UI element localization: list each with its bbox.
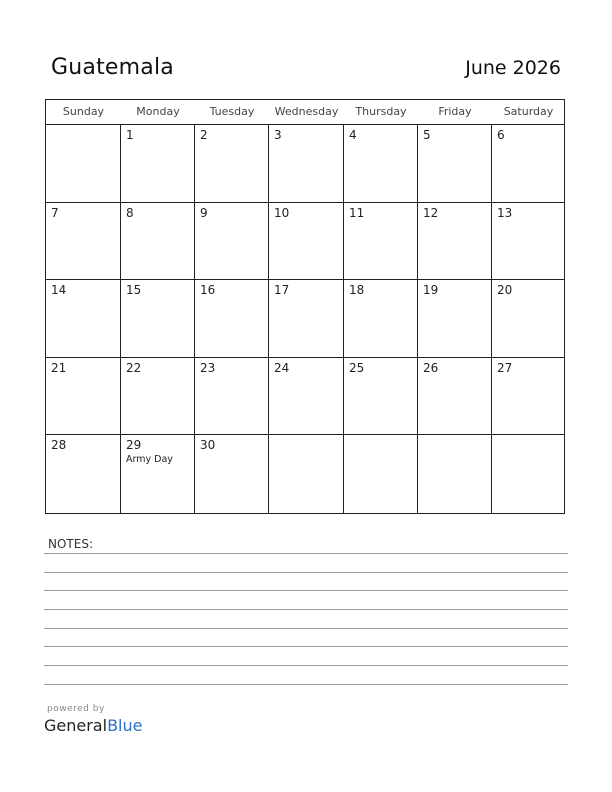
day-cell (492, 435, 565, 513)
day-number: 15 (126, 283, 142, 297)
generalblue-logo[interactable] (44, 716, 142, 735)
day-number: 3 (274, 128, 282, 142)
day-number: 30 (200, 438, 216, 452)
day-cell (344, 203, 418, 280)
day-cell (492, 125, 565, 202)
day-cell (269, 358, 344, 435)
note-line (44, 684, 568, 685)
day-number: 7 (51, 205, 59, 220)
note-line (44, 572, 568, 573)
day-cell (46, 125, 121, 202)
day-number: 4 (349, 128, 357, 142)
day-number: 29 (126, 438, 142, 452)
brand-blue: Blue (107, 716, 143, 735)
day-number: 22 (126, 360, 142, 375)
day-number: 2 (200, 128, 208, 142)
brand-general: General (44, 716, 108, 735)
day-cell (121, 125, 195, 202)
day-number: 1 (126, 128, 134, 142)
day-cell (121, 203, 195, 280)
day-number: 11 (349, 205, 365, 220)
note-line (44, 553, 568, 554)
weekday-wednesday: Wednesday (274, 105, 339, 118)
week-row (46, 358, 564, 436)
weekday-friday: Friday (438, 105, 472, 118)
day-number: 19 (423, 283, 439, 297)
day-number: 6 (497, 128, 505, 142)
day-cell (195, 280, 269, 357)
day-cell (269, 203, 344, 280)
weekday-tuesday: Tuesday (209, 105, 255, 118)
day-number: 23 (200, 360, 216, 375)
day-cell (195, 358, 269, 435)
day-cell (269, 435, 344, 513)
day-number: 18 (349, 283, 365, 297)
day-number: 5 (423, 128, 431, 142)
powered-by-text: powered by (47, 704, 105, 714)
holiday-label: Army Day (126, 454, 173, 465)
day-cell (418, 125, 492, 202)
day-cell (269, 280, 344, 357)
day-cell (492, 203, 565, 280)
day-cell (344, 435, 418, 513)
week-row (46, 203, 564, 281)
day-cell (46, 358, 121, 435)
weekday-monday: Monday (136, 105, 180, 118)
weeks-container (46, 125, 564, 513)
day-cell (344, 125, 418, 202)
day-cell (269, 125, 344, 202)
calendar-country-title: Guatemala (51, 55, 174, 80)
week-row (46, 280, 564, 358)
note-line (44, 665, 568, 666)
note-line (44, 609, 568, 610)
day-cell (195, 435, 269, 513)
weekday-saturday: Saturday (503, 105, 554, 118)
day-cell (195, 125, 269, 202)
note-line (44, 646, 568, 647)
day-cell (418, 358, 492, 435)
day-number: 28 (51, 438, 67, 452)
day-number: 17 (274, 283, 290, 297)
day-cell (121, 435, 195, 513)
day-cell (121, 280, 195, 357)
day-cell (46, 203, 121, 280)
day-cell (344, 280, 418, 357)
notes-label: NOTES: (48, 537, 93, 551)
day-cell (121, 358, 195, 435)
weekday-thursday: Thursday (355, 105, 407, 118)
day-cell (418, 435, 492, 513)
day-cell (492, 280, 565, 357)
note-line (44, 628, 568, 629)
calendar-grid (45, 99, 565, 514)
day-number: 14 (51, 283, 67, 297)
week-row (46, 125, 564, 203)
note-line (44, 590, 568, 591)
weekday-sunday: Sunday (62, 105, 105, 118)
day-cell (195, 203, 269, 280)
day-number: 27 (497, 360, 513, 375)
day-number: 26 (423, 360, 439, 375)
day-number: 24 (274, 360, 290, 375)
day-number: 25 (349, 360, 365, 375)
day-cell (418, 280, 492, 357)
day-cell (46, 435, 121, 513)
day-number: 21 (51, 360, 67, 375)
day-number: 12 (423, 205, 439, 220)
day-number: 9 (200, 205, 208, 220)
calendar-month-year: June 2026 (465, 57, 561, 79)
day-number: 10 (274, 205, 290, 220)
weekday-header-row (46, 100, 564, 125)
day-cell (46, 280, 121, 357)
day-cell (344, 358, 418, 435)
week-row (46, 435, 564, 513)
day-number: 16 (200, 283, 216, 297)
day-number: 8 (126, 205, 134, 220)
day-number: 20 (497, 283, 513, 297)
day-cell (492, 358, 565, 435)
day-cell (418, 203, 492, 280)
day-number: 13 (497, 205, 513, 220)
